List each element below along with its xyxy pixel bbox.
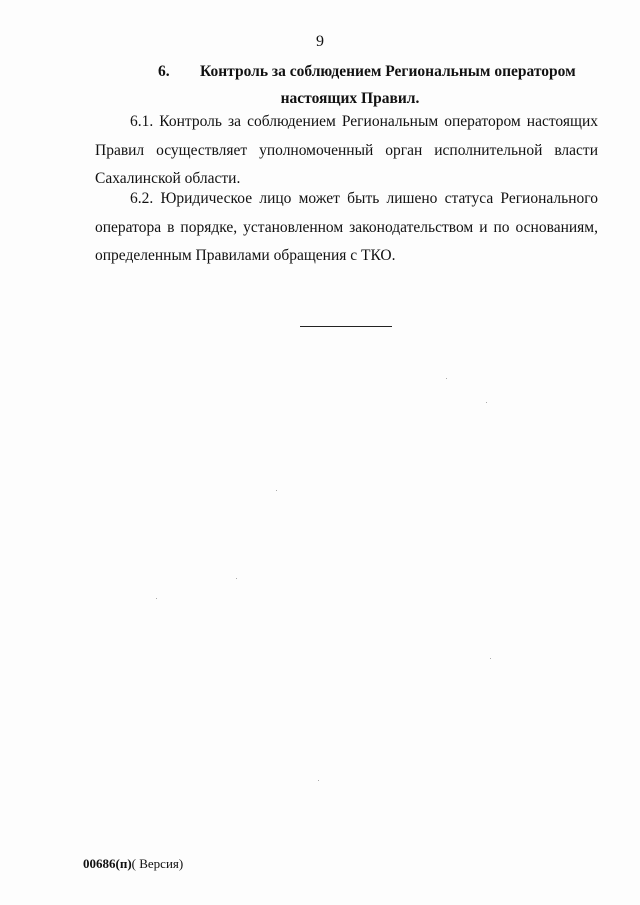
paragraph-6-1: 6.1. Контроль за соблюдением Региональным оператором настоящих Правил осуществляет уполномоченный орган исполнительной власти Сахалинской области. (95, 113, 598, 187)
scan-speck (318, 780, 319, 781)
document-version: ( Версия) (131, 856, 184, 871)
scan-speck (490, 658, 491, 659)
scan-speck (156, 598, 157, 599)
scan-speck (446, 378, 447, 379)
scan-speck (236, 578, 237, 579)
scan-speck (486, 402, 487, 403)
document-footer-code (83, 856, 183, 872)
scan-speck (276, 490, 277, 491)
section-number: 6. (158, 63, 170, 80)
page-number: 9 (316, 33, 324, 50)
end-divider (300, 326, 392, 327)
section-title-line2: настоящих Правил. (280, 90, 420, 107)
document-code: 00686(п) (83, 856, 132, 871)
section-title-line1: Контроль за соблюдением Региональным оператором (200, 63, 576, 80)
paragraph-6-2: 6.2. Юридическое лицо может быть лишено статуса Регионального оператора в порядке, установленном законодательством и по основаниям, определенным Правилами обращения с ТКО. (95, 190, 598, 264)
